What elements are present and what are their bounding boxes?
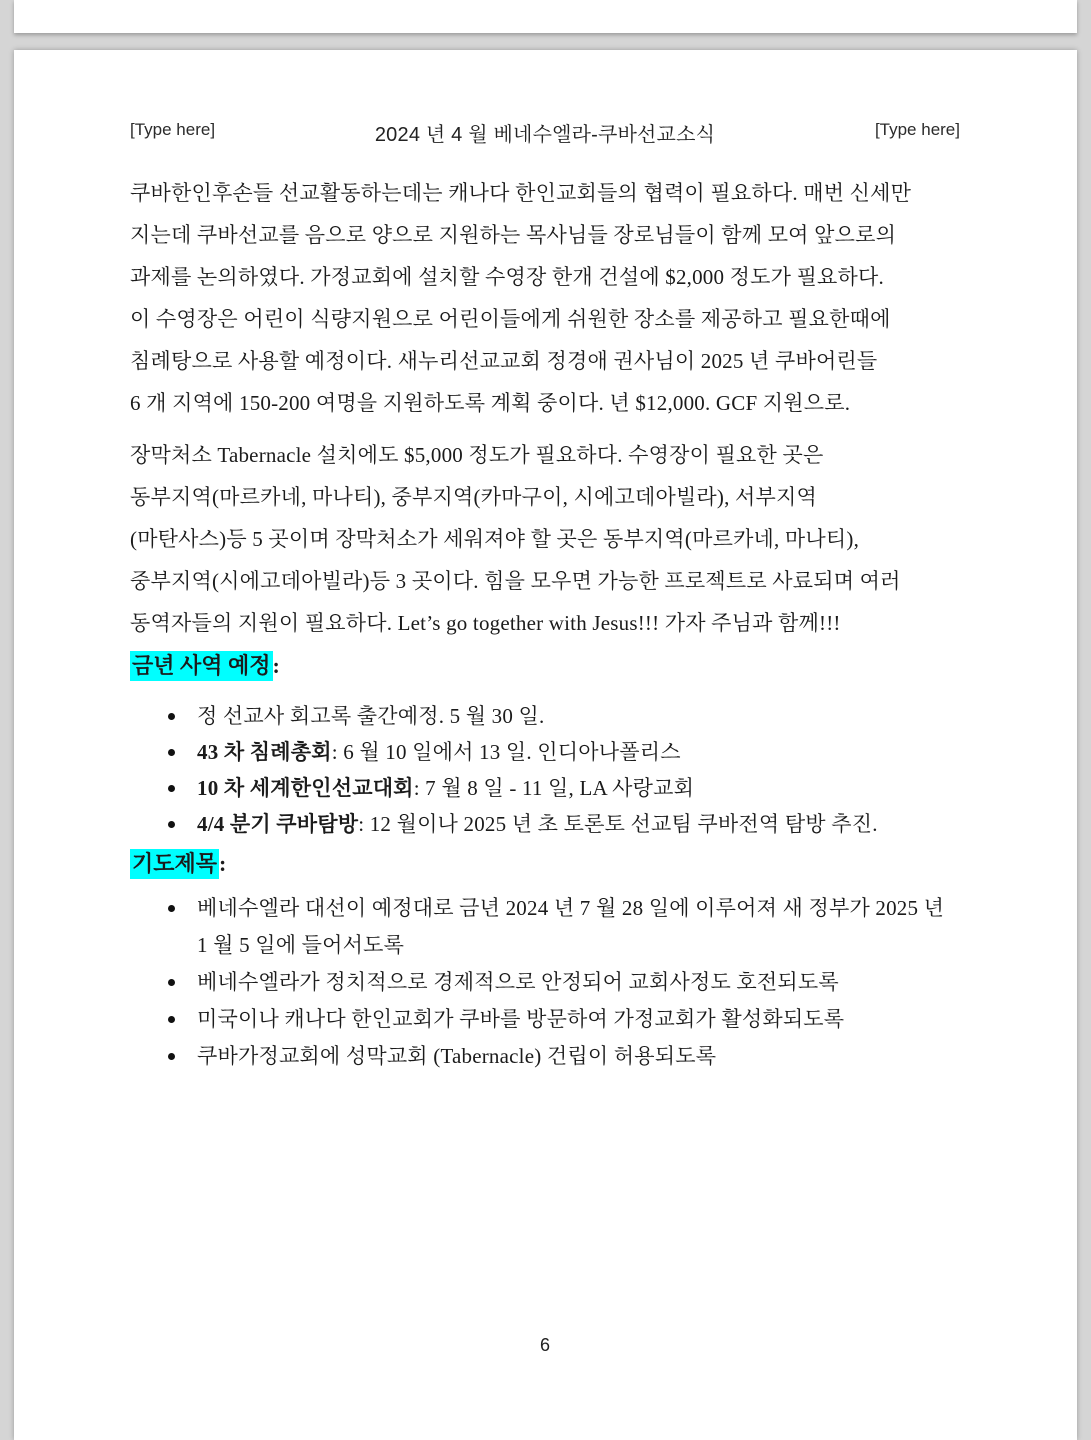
plans-bullet-list <box>130 698 960 842</box>
heading-colon: : <box>272 653 280 678</box>
previous-page-edge <box>14 0 1077 33</box>
prayers-bullet-list <box>130 890 960 1075</box>
page-number: 6 <box>539 1335 550 1355</box>
plan-list-item <box>130 770 960 806</box>
heading-colon: : <box>219 851 227 876</box>
section-heading-plans <box>130 650 960 682</box>
header-left-placeholder[interactable]: [Type here] <box>130 120 216 139</box>
paragraph-line: 이 수영장은 어린이 식량지원으로 어린이들에게 쉬원한 장소를 제공하고 필요한때에 <box>130 307 891 331</box>
paragraph-line: 과제를 논의하였다. 가정교회에 설치할 수영장 한개 건설에 $2,000 정도가 필요하다. <box>130 265 884 289</box>
page-header <box>130 118 960 144</box>
bullet-item-text: 미국이나 캐나다 한인교회가 쿠바를 방문하여 가정교회가 활성화되도록 <box>197 1007 845 1031</box>
paragraph-line: 동부지역(마르카네, 마나티), 중부지역(카마구이, 시에고데아빌라), 서부지역 <box>130 485 817 509</box>
document-page <box>14 50 1077 1440</box>
highlighted-heading-text: 기도제목 <box>130 849 219 879</box>
prayer-list-item <box>130 890 960 964</box>
prayer-list-item <box>130 1038 960 1075</box>
prayer-list-item <box>130 964 960 1001</box>
bullet-item-text: : 7 월 8 일 - 11 일, LA 사랑교회 <box>413 776 695 800</box>
bullet-item-text: 쿠바가정교회에 성막교회 (Tabernacle) 건립이 허용되도록 <box>197 1044 717 1068</box>
paragraph-line: (마탄사스)등 5 곳이며 장막처소가 세워져야 할 곳은 동부지역(마르카네, 마나티), <box>130 527 860 551</box>
paragraph-line: 중부지역(시에고데아빌라)등 3 곳이다. 힘을 모우면 가능한 프로젝트로 사료되며 여러 <box>130 569 901 593</box>
bullet-item-text: : 6 월 10 일에서 13 일. 인디아나폴리스 <box>331 740 681 764</box>
section-heading-prayers <box>130 848 960 880</box>
paragraph-cooperation <box>130 172 960 424</box>
bullet-item-bold-label: 10 차 세계한인선교대회 <box>197 776 414 800</box>
bullet-item-text: 베네수엘라가 정치적으로 경제적으로 안정되어 교회사정도 호전되도록 <box>197 970 839 994</box>
prayer-list-item <box>130 1001 960 1038</box>
bullet-item-text: : 12 월이나 2025 년 초 토론토 선교팀 쿠바전역 탐방 추진. <box>358 812 878 836</box>
paragraph-line: 장막처소 Tabernacle 설치에도 $5,000 정도가 필요하다. 수영장이 필요한 곳은 <box>130 443 824 467</box>
bullet-item-bold-label: 4/4 분기 쿠바탐방 <box>197 812 359 836</box>
paragraph-tabernacle <box>130 434 960 644</box>
paragraph-line: 쿠바한인후손들 선교활동하는데는 캐나다 한인교회들의 협력이 필요하다. 매번 신세만 <box>130 181 912 205</box>
bullet-item-text: 베네수엘라 대선이 예정대로 금년 2024 년 7 월 28 일에 이루어져 새 정부가 2025 년 1 월 5 일에 들어서도록 <box>197 896 945 957</box>
plan-list-item <box>130 806 960 842</box>
paragraph-line: 6 개 지역에 150-200 여명을 지원하도록 계획 중이다. 년 $12,000. GCF 지원으로. <box>130 391 851 415</box>
highlighted-heading-text: 금년 사역 예정 <box>130 651 273 681</box>
paragraph-line: 침례탕으로 사용할 예정이다. 새누리선교교회 정경애 권사님이 2025 년 쿠바어린들 <box>130 349 878 373</box>
bullet-item-bold-label: 43 차 침례총회 <box>197 740 332 764</box>
plan-list-item <box>130 698 960 734</box>
bullet-item-text: 정 선교사 회고록 출간예정. 5 월 30 일. <box>197 704 545 728</box>
page-content <box>14 50 1077 1357</box>
paragraph-line: 지는데 쿠바선교를 음으로 양으로 지원하는 목사님들 장로님들이 함께 모여 앞으로의 <box>130 223 897 247</box>
plan-list-item <box>130 734 960 770</box>
paragraph-line: 동역자들의 지원이 필요하다. Let’s go together with Jesus!!! 가자 주님과 함께!!! <box>130 611 841 635</box>
header-right-placeholder[interactable]: [Type here] <box>874 120 960 139</box>
document-title: 2024 년 4 월 베네수엘라-쿠바선교소식 <box>374 124 716 146</box>
